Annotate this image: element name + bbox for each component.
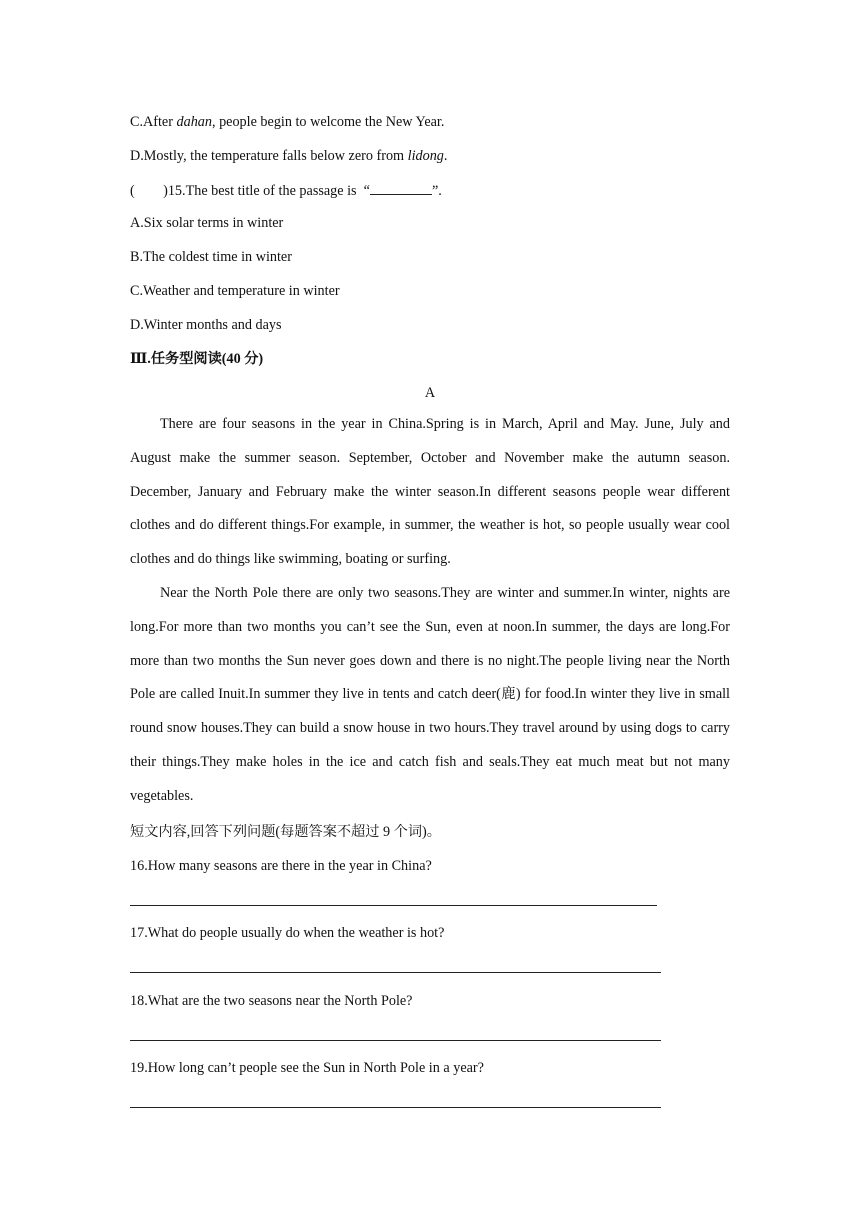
section-title: Ⅲ.任务型阅读(40 分) [130, 351, 264, 367]
option-15-a: A.Six solar terms in winter [130, 215, 284, 231]
option-d-prefix: D.Mostly, the temperature falls below zero from [130, 148, 408, 164]
answer-line-19[interactable] [130, 1107, 661, 1108]
question-19: 19.How long can’t people see the Sun in North Pole in a year? [130, 1060, 484, 1076]
answer-paren: ( ) [130, 183, 168, 199]
option-c-term: dahan [176, 114, 212, 130]
option-c-line [130, 112, 444, 132]
paragraph-2: Near the North Pole there are only two seasons.They are winter and summer.In winter, nights are long.For more than two months you can’t see the Sun, even at noon.In summer, the days are long.For more than two months the Sun never goes down and there is no night.The people living near the North Pole are called Inuit.In summer they live in tents and catch deer(鹿) for food.In winter they live in small round snow houses.They can build a snow house in two hours.They travel around by using dogs to carry their things.They make holes in the ice and catch fish and seals.They eat much meat but not many vegetables. [130, 584, 730, 804]
question-17: 17.What do people usually do when the weather is hot? [130, 925, 445, 941]
question-15-end: ”. [431, 183, 442, 199]
answer-line-17[interactable] [130, 972, 661, 973]
paragraph-1: There are four seasons in the year in China.Spring is in March, April and May. June, July and August make the summer season. September, October and November make the autumn season. December, January and February make the winter season.In different seasons people wear different clothes and do different things.For example, in summer, the weather is hot, so people usually wear cool clothes and do things like swimming, boating or surfing. [130, 416, 730, 568]
passage-body [130, 408, 730, 814]
question-16: 16.How many seasons are there in the year in China? [130, 858, 432, 874]
answer-line-16[interactable] [130, 905, 657, 906]
question-18: 18.What are the two seasons near the North Pole? [130, 993, 413, 1009]
question-15 [130, 180, 442, 201]
option-15-d: D.Winter months and days [130, 317, 282, 333]
option-d-suffix: . [443, 148, 448, 164]
answer-line-18[interactable] [130, 1040, 661, 1041]
passage-label: A [424, 385, 436, 401]
option-c-prefix: C.After [130, 114, 177, 130]
option-d-line [130, 146, 447, 166]
question-15-text: 15.The best title of the passage is “ [167, 183, 370, 199]
option-15-c: C.Weather and temperature in winter [130, 283, 340, 299]
option-c-suffix: , people begin to welcome the New Year. [211, 114, 445, 130]
option-15-b: B.The coldest time in winter [130, 249, 292, 265]
answer-blank[interactable] [370, 180, 432, 195]
instruction: 短文内容,回答下列问题(每题答案不超过 9 个词)。 [130, 824, 441, 840]
option-d-term: lidong [407, 148, 444, 164]
